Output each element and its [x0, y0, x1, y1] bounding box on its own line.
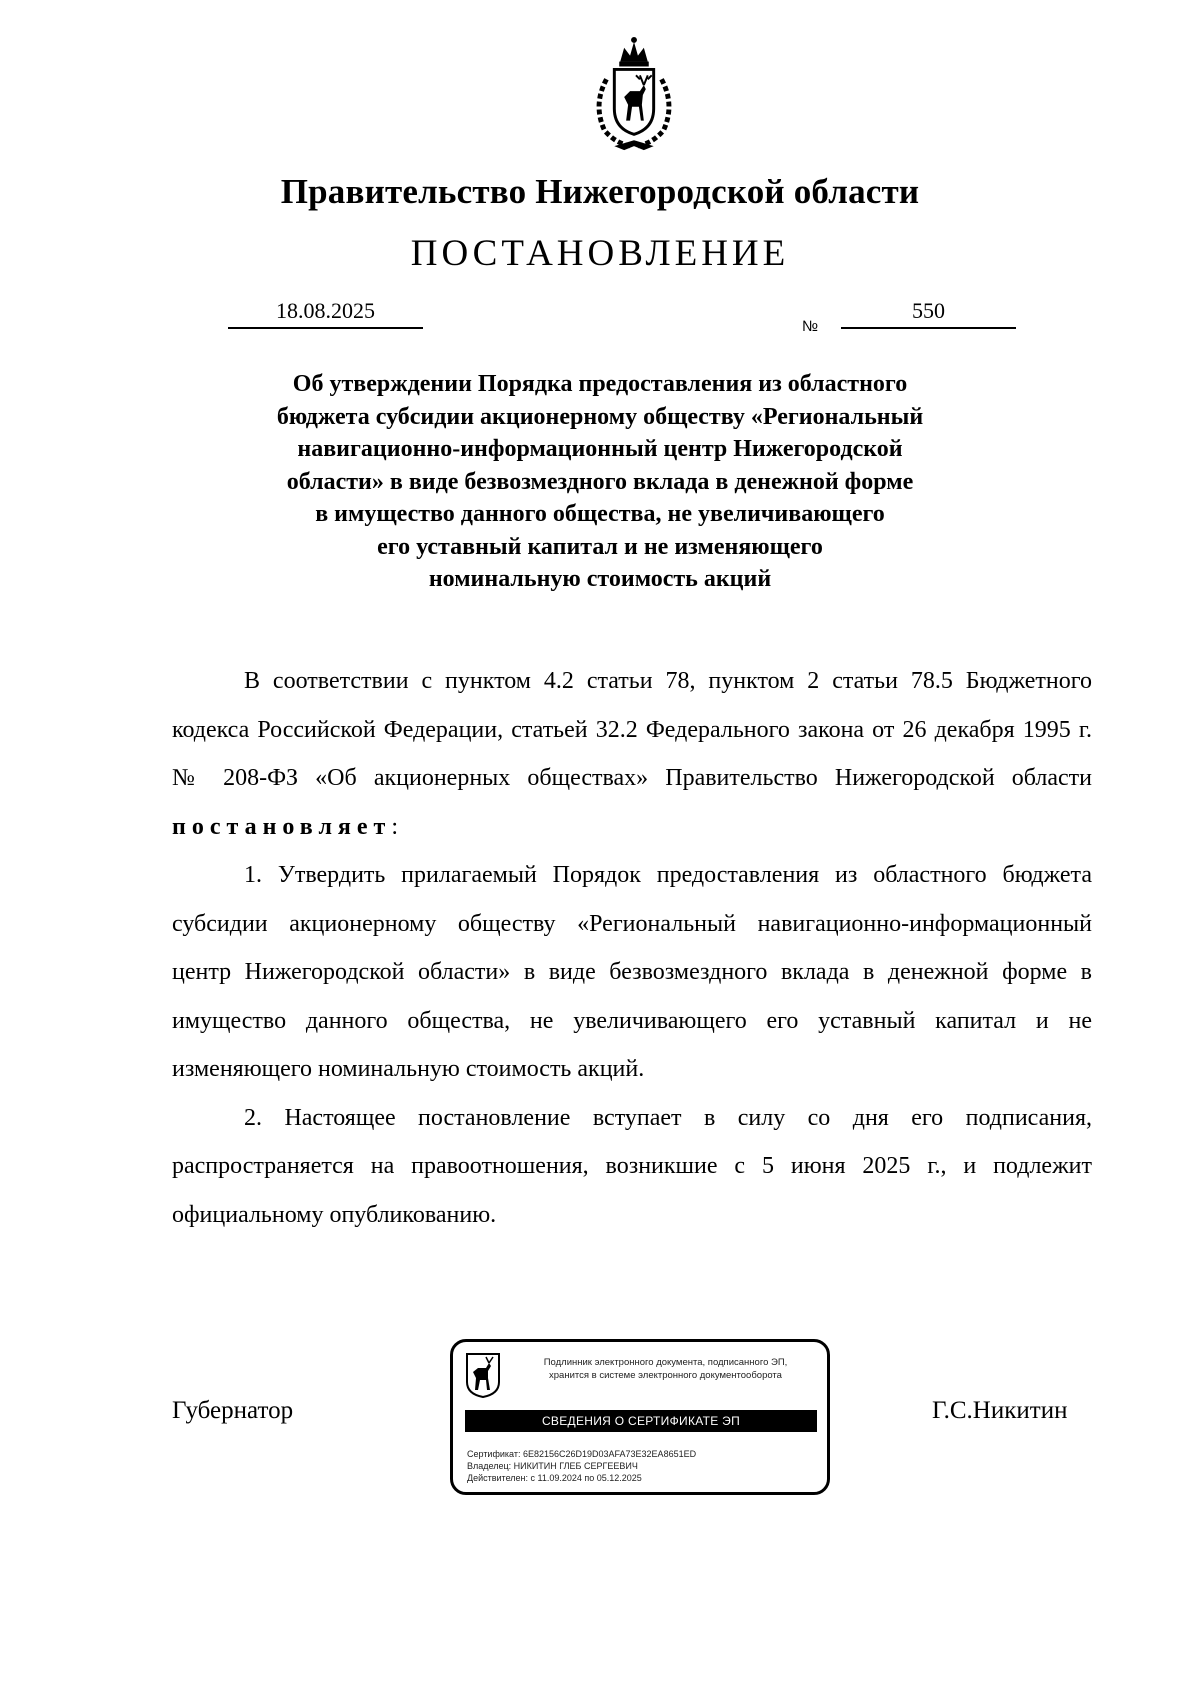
signer-name: Г.С.Никитин — [932, 1397, 1068, 1424]
certificate-owner: Владелец: НИКИТИН ГЛЕБ СЕРГЕЕВИЧ — [467, 1461, 638, 1471]
stamp-note — [513, 1356, 818, 1382]
document-number-field — [841, 298, 1016, 329]
resolves-word: постановляет — [172, 813, 392, 840]
certificate-band: СВЕДЕНИЯ О СЕРТИФИКАТЕ ЭП — [465, 1410, 817, 1432]
subject-line: бюджета субсидии акционерному обществу «Региональный — [276, 403, 924, 430]
document-date-field — [228, 298, 423, 329]
coat-of-arms-icon — [575, 36, 693, 154]
deer-shield-icon — [465, 1352, 501, 1398]
document-date: 18.08.2025 — [276, 298, 375, 323]
preamble-text: В соответствии с пунктом 4.2 статьи 78, пунктом 2 статьи 78.5 Бюджетного кодекса Российской Федерации, статьей 32.2 Федерального закона от 26 декабря 1995 г. № 208-ФЗ «Об акционерных обществах» Правительство Нижегородской области — [172, 668, 1092, 791]
item-2-paragraph: 2. Настоящее постановление вступает в силу со дня его подписания, распространяется на правоотношения, возникшие с 5 июня 2025 г., и подлежит официальному опубликованию. — [172, 1104, 1092, 1228]
certificate-validity: Действителен: с 11.09.2024 по 05.12.2025 — [467, 1473, 642, 1483]
document-type: ПОСТАНОВЛЕНИЕ — [410, 233, 790, 274]
number-underline — [841, 327, 1016, 329]
certificate-info — [467, 1448, 696, 1484]
subject-line: номинальную стоимость акций — [428, 566, 772, 592]
signer-role: Губернатор — [172, 1397, 294, 1424]
document-subject — [200, 368, 1000, 596]
government-title: Правительство Нижегородской области — [280, 172, 920, 211]
stamp-note-line: Подлинник электронного документа, подписанного ЭП, — [543, 1357, 788, 1368]
resolves-colon: : — [391, 813, 398, 840]
electronic-signature-stamp — [450, 1339, 830, 1495]
document-number: 550 — [912, 298, 945, 323]
subject-line: Об утверждении Порядка предоставления из областного — [292, 371, 908, 397]
stamp-note-line: хранится в системе электронного документооборота — [549, 1370, 782, 1381]
preamble-paragraph — [172, 657, 1092, 851]
subject-line: его уставный капитал и не изменяющего — [377, 533, 823, 560]
document-body — [172, 657, 1092, 1239]
item-1-paragraph: 1. Утвердить прилагаемый Порядок предоставления из областного бюджета субсидии акционерному обществу «Региональный навигационно-информационный центр Нижегородской области» в виде безвозмездного вклада в денежной форме в имущество данного общества, не увеличивающего его уставный капитал и не изменяющего номинальную стоимость акций. — [172, 862, 1092, 1082]
certificate-id: Сертификат: 6E82156C26D19D03AFA73E32EA8651ED — [467, 1449, 697, 1459]
subject-line: в имущество данного общества, не увеличивающего — [315, 501, 885, 527]
subject-line: области» в виде безвозмездного вклада в денежной форме — [286, 468, 914, 495]
number-sign: № — [802, 318, 819, 335]
date-underline — [228, 327, 423, 329]
subject-line: навигационно-информационный центр Нижегородской — [297, 436, 903, 462]
